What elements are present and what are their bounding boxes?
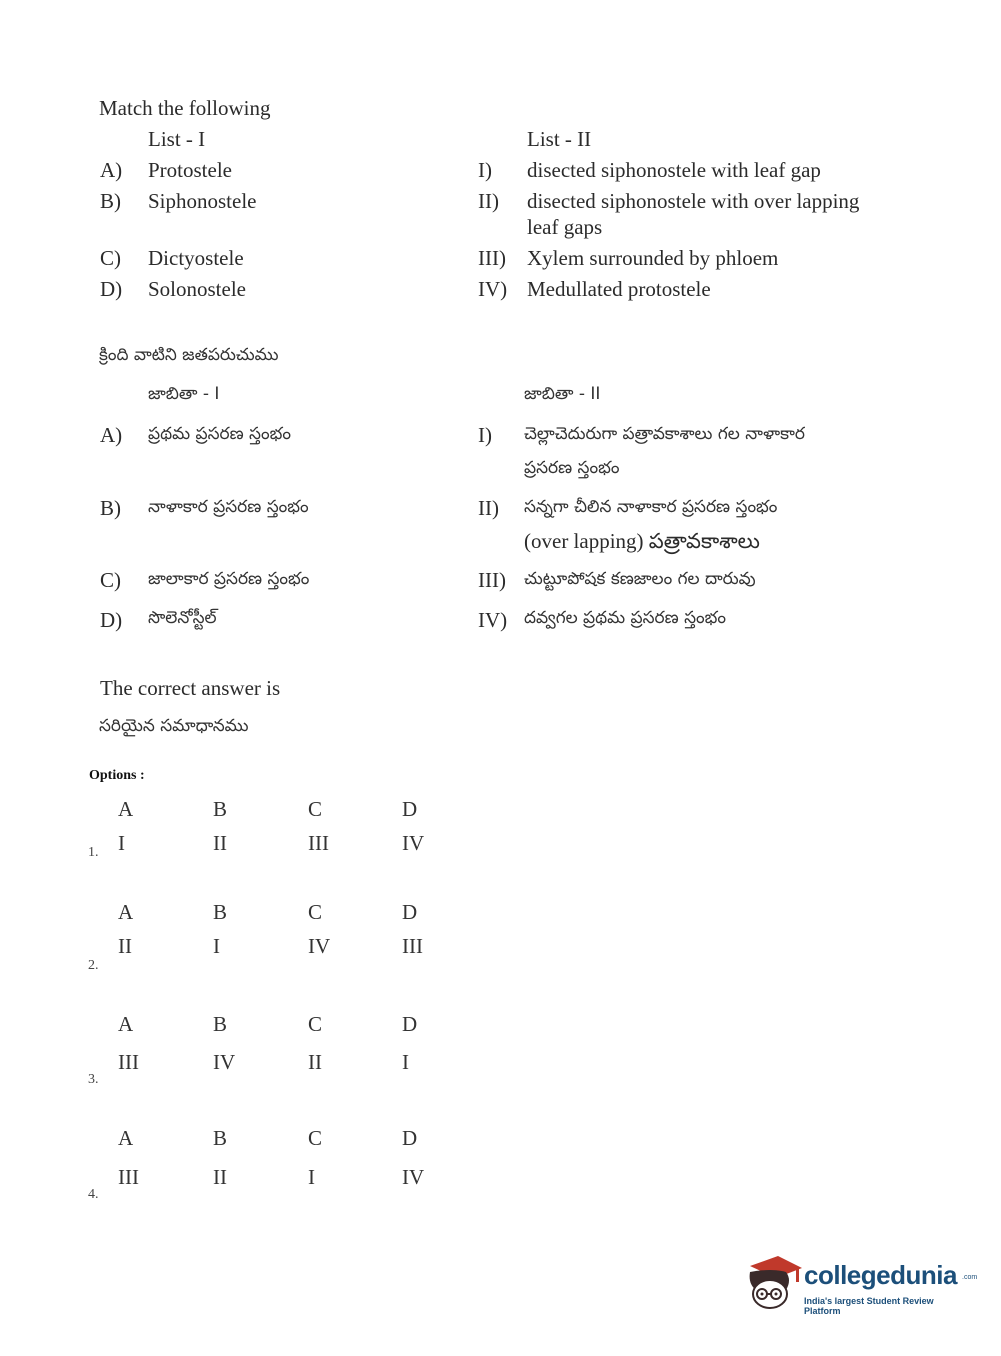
te-list2-item-iii: చుట్టూపోషక కణజాలం గల దారువు [524,569,756,589]
list1-key-b: B) [100,189,121,213]
option-3-values-row [118,1050,448,1084]
te-list2-key-iv: IV) [478,608,508,632]
option-1-values-row [118,831,448,865]
option-3-grid[interactable] [118,1012,448,1084]
logo-suffix: .com [962,1274,978,1281]
list1-item-b: Siphonostele [148,189,257,213]
list2-header-te: జాబితా - II [524,384,601,404]
option-3-header-d: D [402,1012,418,1036]
option-1-header-b: B [213,797,228,821]
list2-key-iii: III) [478,246,506,270]
te-list1-key-a: A) [100,423,123,447]
option-4-number[interactable]: 4. [88,1187,99,1202]
options-label: Options : [89,768,145,783]
option-4-header-b: B [213,1126,228,1150]
option-2-value-b: I [213,934,220,958]
collegedunia-logo[interactable] [742,1250,978,1316]
option-2-value-d: III [402,934,423,958]
te-list1-item-a: ప్రథమ ప్రసరణ స్తంభం [148,424,291,444]
list2-item-ii-line1: disected siphonostele with over lapping [527,189,860,213]
option-2-value-c: IV [308,934,331,958]
te-list1-key-d: D) [100,608,123,632]
option-3-value-a: III [118,1050,139,1074]
option-4-values-row [118,1165,448,1199]
te-list2-item-i-line2: ప్రసరణ స్తంభం [524,458,620,478]
te-list2-item-i-line1: చెల్లాచెదురుగా పత్రావకాశాలు గల నాళాకార [524,424,805,444]
option-3-number[interactable]: 3. [88,1072,99,1087]
mascot-icon [742,1250,804,1312]
option-4-header-d: D [402,1126,418,1150]
option-1-number[interactable]: 1. [88,845,99,860]
instruction-en: Match the following [99,96,271,120]
option-2-number[interactable]: 2. [88,958,99,973]
te-list2-key-ii: II) [478,496,499,520]
option-2-header-c: C [308,900,323,924]
te-list1-item-d: సొలెనోస్టీల్ [148,608,217,628]
list2-key-ii: II) [478,189,499,213]
option-2-grid[interactable] [118,900,448,968]
option-1-value-b: II [213,831,227,855]
option-3-value-b: IV [213,1050,236,1074]
te-list2-key-iii: III) [478,568,506,592]
te-list2-item-ii-line1: సన్నగా చీలిన నాళాకార ప్రసరణ స్తంభం [524,497,778,517]
logo-tagline: India's largest Student Review Platform [804,1296,934,1316]
option-1-value-d: IV [402,831,425,855]
te-list1-item-b: నాళాకార ప్రసరణ స్తంభం [148,497,309,517]
list2-item-ii-line2: leaf gaps [527,215,603,239]
list1-key-d: D) [100,277,123,301]
te-list2-key-i: I) [478,423,492,447]
list1-item-a: Protostele [148,158,232,182]
logo-wordmark: collegedunia [804,1260,957,1290]
te-list1-key-b: B) [100,496,121,520]
list2-item-iv: Medullated protostele [527,277,711,301]
te-list1-key-c: C) [100,568,121,592]
option-2-values-row [118,934,448,968]
list2-key-iv: IV) [478,277,508,301]
option-1-header-row [118,797,448,831]
list2-item-i: disected siphonostele with leaf gap [527,158,821,182]
list1-item-d: Solonostele [148,277,246,301]
option-3-header-a: A [118,1012,134,1036]
list1-item-c: Dictyostele [148,246,244,270]
te-list1-item-c: జాలాకార ప్రసరణ స్తంభం [148,569,310,589]
list2-item-iii: Xylem surrounded by phloem [527,246,779,270]
option-1-grid[interactable] [118,797,448,865]
option-1-value-a: I [118,831,125,855]
option-1-header-a: A [118,797,134,821]
option-2-value-a: II [118,934,132,958]
instruction-te: క్రింది వాటిని జతపరుచుము [99,345,279,365]
answer-prompt-te: సరియైన సమాధానము [99,716,249,736]
option-1-header-c: C [308,797,323,821]
option-3-header-b: B [213,1012,228,1036]
option-2-header-d: D [402,900,418,924]
list2-key-i: I) [478,158,492,182]
option-4-header-row [118,1126,448,1160]
list1-header-te: జాబితా - I [148,384,220,404]
option-2-header-a: A [118,900,134,924]
list2-header-en: List - II [527,127,592,151]
option-2-header-b: B [213,900,228,924]
list1-header-en: List - I [148,127,206,151]
option-1-value-c: III [308,831,329,855]
option-4-value-d: IV [402,1165,425,1189]
option-2-header-row [118,900,448,934]
option-4-grid[interactable] [118,1126,448,1199]
answer-prompt-en: The correct answer is [100,676,281,700]
option-4-value-b: II [213,1165,227,1189]
option-3-value-d: I [402,1050,409,1074]
option-4-value-c: I [308,1165,315,1189]
option-3-value-c: II [308,1050,322,1074]
te-list2-item-ii-line2: (over lapping) పత్రావకాశాలు [524,529,760,553]
option-4-header-c: C [308,1126,323,1150]
te-list2-item-iv: దవ్వగల ప్రథమ ప్రసరణ స్తంభం [524,608,727,628]
list1-key-c: C) [100,246,121,270]
option-3-header-c: C [308,1012,323,1036]
option-3-header-row [118,1012,448,1046]
option-4-value-a: III [118,1165,139,1189]
option-1-header-d: D [402,797,418,821]
option-4-header-a: A [118,1126,134,1150]
list1-key-a: A) [100,158,123,182]
